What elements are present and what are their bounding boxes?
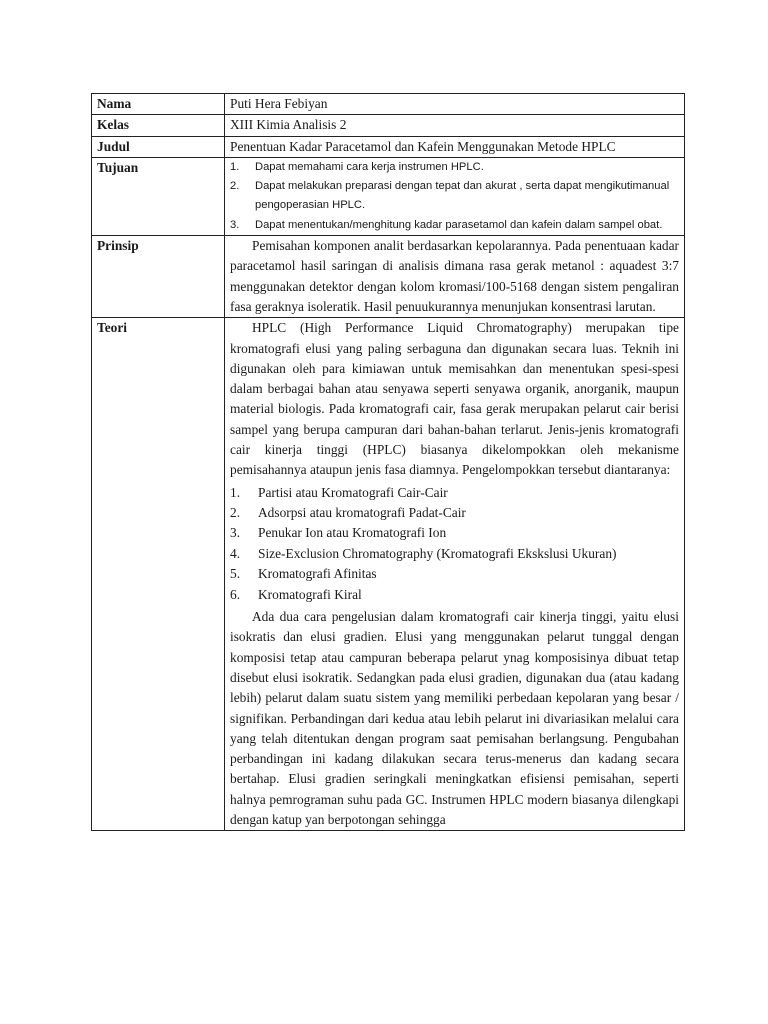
list-item-text: Size-Exclusion Chromatography (Kromatografi Ekskslusi Ukuran): [258, 545, 617, 561]
list-item: [230, 564, 679, 584]
list-item-number: 2.: [230, 505, 241, 521]
label-tujuan: Tujuan: [92, 157, 225, 235]
list-item-number: 2.: [230, 180, 240, 193]
list-item: [230, 158, 679, 177]
report-table: [91, 93, 685, 831]
list-item: [230, 544, 679, 564]
teori-list: [230, 483, 679, 605]
label-teori: Teori: [92, 318, 225, 831]
value-teori: [225, 318, 685, 831]
list-item-number: 6.: [230, 586, 241, 602]
label-judul: Judul: [92, 136, 225, 157]
list-item-text: Dapat memahami cara kerja instrumen HPLC.: [255, 160, 484, 173]
value-kelas: XIII Kimia Analisis 2: [225, 115, 685, 136]
tujuan-list: [230, 158, 679, 235]
list-item: [230, 503, 679, 523]
list-item-number: 3.: [230, 218, 240, 231]
list-item-number: 1.: [230, 484, 241, 500]
list-item-text: Adsorpsi atau kromatografi Padat-Cair: [258, 505, 466, 521]
list-item-number: 1.: [230, 160, 240, 173]
value-prinsip: Pemisahan komponen analit berdasarkan kepolarannya. Pada penentuaan kadar paracetamol hasil saringan di analisis dimana rasa gerak metanol : aquadest 3:7 menggunakan detektor dengan kolom kromasi/100-5168 dengan sistem pengaliran fasa geraknya isoleratik. Hasil penuukurannya menunjukan konsentrasi larutan.: [225, 236, 685, 318]
row-judul: [92, 136, 685, 157]
teori-paragraph-1: HPLC (High Performance Liquid Chromatography) merupakan tipe kromatografi elusi yang paling serbaguna dan digunakan secara luas. Teknih ini digunakan oleh para kimiawan untuk memisahkan dan menentukan spesi-spesi dalam berbagai bahan atau senyawa seperti senyawa organik, anorganik, maupun material biologis. Pada kromatografi cair, fasa gerak merupakan pelarut cair berisi sampel yang berupa campuran dari bahan-bahan terlarut. Jenis-jenis kromatografi cair kinerja tinggi (HPLC) biasanya dikelompokkan oleh mekanisme pemisahannya ataupun jenis fasa diamnya. Pengelompokkan tersebut diantaranya:: [230, 320, 679, 478]
list-item: [230, 177, 679, 216]
row-teori: [92, 318, 685, 831]
label-nama: Nama: [92, 94, 225, 115]
row-nama: [92, 94, 685, 115]
list-item-text: Kromatografi Afinitas: [258, 566, 377, 582]
list-item-text: Dapat menentukan/menghitung kadar parasetamol dan kafein dalam sampel obat.: [255, 218, 663, 231]
list-item-number: 4.: [230, 545, 241, 561]
label-kelas: Kelas: [92, 115, 225, 136]
list-item-number: 3.: [230, 525, 241, 541]
label-prinsip: Prinsip: [92, 236, 225, 318]
list-item: [230, 585, 679, 605]
list-item-text: Dapat melakukan preparasi dengan tepat dan akurat , serta dapat mengikutimanual pengoperasian HPLC.: [255, 180, 670, 212]
list-item-text: Kromatografi Kiral: [258, 586, 362, 602]
list-item-number: 5.: [230, 566, 241, 582]
value-judul: Penentuan Kadar Paracetamol dan Kafein Menggunakan Metode HPLC: [225, 136, 685, 157]
row-kelas: [92, 115, 685, 136]
list-item: [230, 216, 679, 235]
list-item: [230, 483, 679, 503]
list-item-text: Penukar Ion atau Kromatografi Ion: [258, 525, 447, 541]
row-tujuan: [92, 157, 685, 235]
teori-paragraph-2: Ada dua cara pengelusian dalam kromatografi cair kinerja tinggi, yaitu elusi isokratis dan elusi gradien. Elusi yang menggunakan pelarut tunggal dengan komposisi tetap atau campuran beberapa pelarut ynag komposisinya dibuat tetap disebut elusi isokratik. Sedangkan pada elusi gradien, digunakan dua (atau kadang lebih) pelarut dalam suatu sistem yang memiliki perbedaan kepolaran yang besar / signifikan. Perbandingan dari kedua atau lebih pelarut ini divariasikan melalui cara yang telah ditentukan dengan program saat pemisahan berlangsung. Pengubahan perbandingan ini kadang dilakukan secara terus-menerus dan kadang secara bertahap. Elusi gradien seringkali meningkatkan efisiensi pemisahan, seperti halnya pemrograman suhu pada GC. Instrumen HPLC modern biasanya dilengkapi dengan katup yan berpotongan sehingga: [230, 609, 679, 828]
value-tujuan: [225, 157, 685, 235]
list-item: [230, 523, 679, 543]
value-nama: Puti Hera Febiyan: [225, 94, 685, 115]
list-item-text: Partisi atau Kromatografi Cair-Cair: [258, 484, 448, 500]
row-prinsip: [92, 236, 685, 318]
